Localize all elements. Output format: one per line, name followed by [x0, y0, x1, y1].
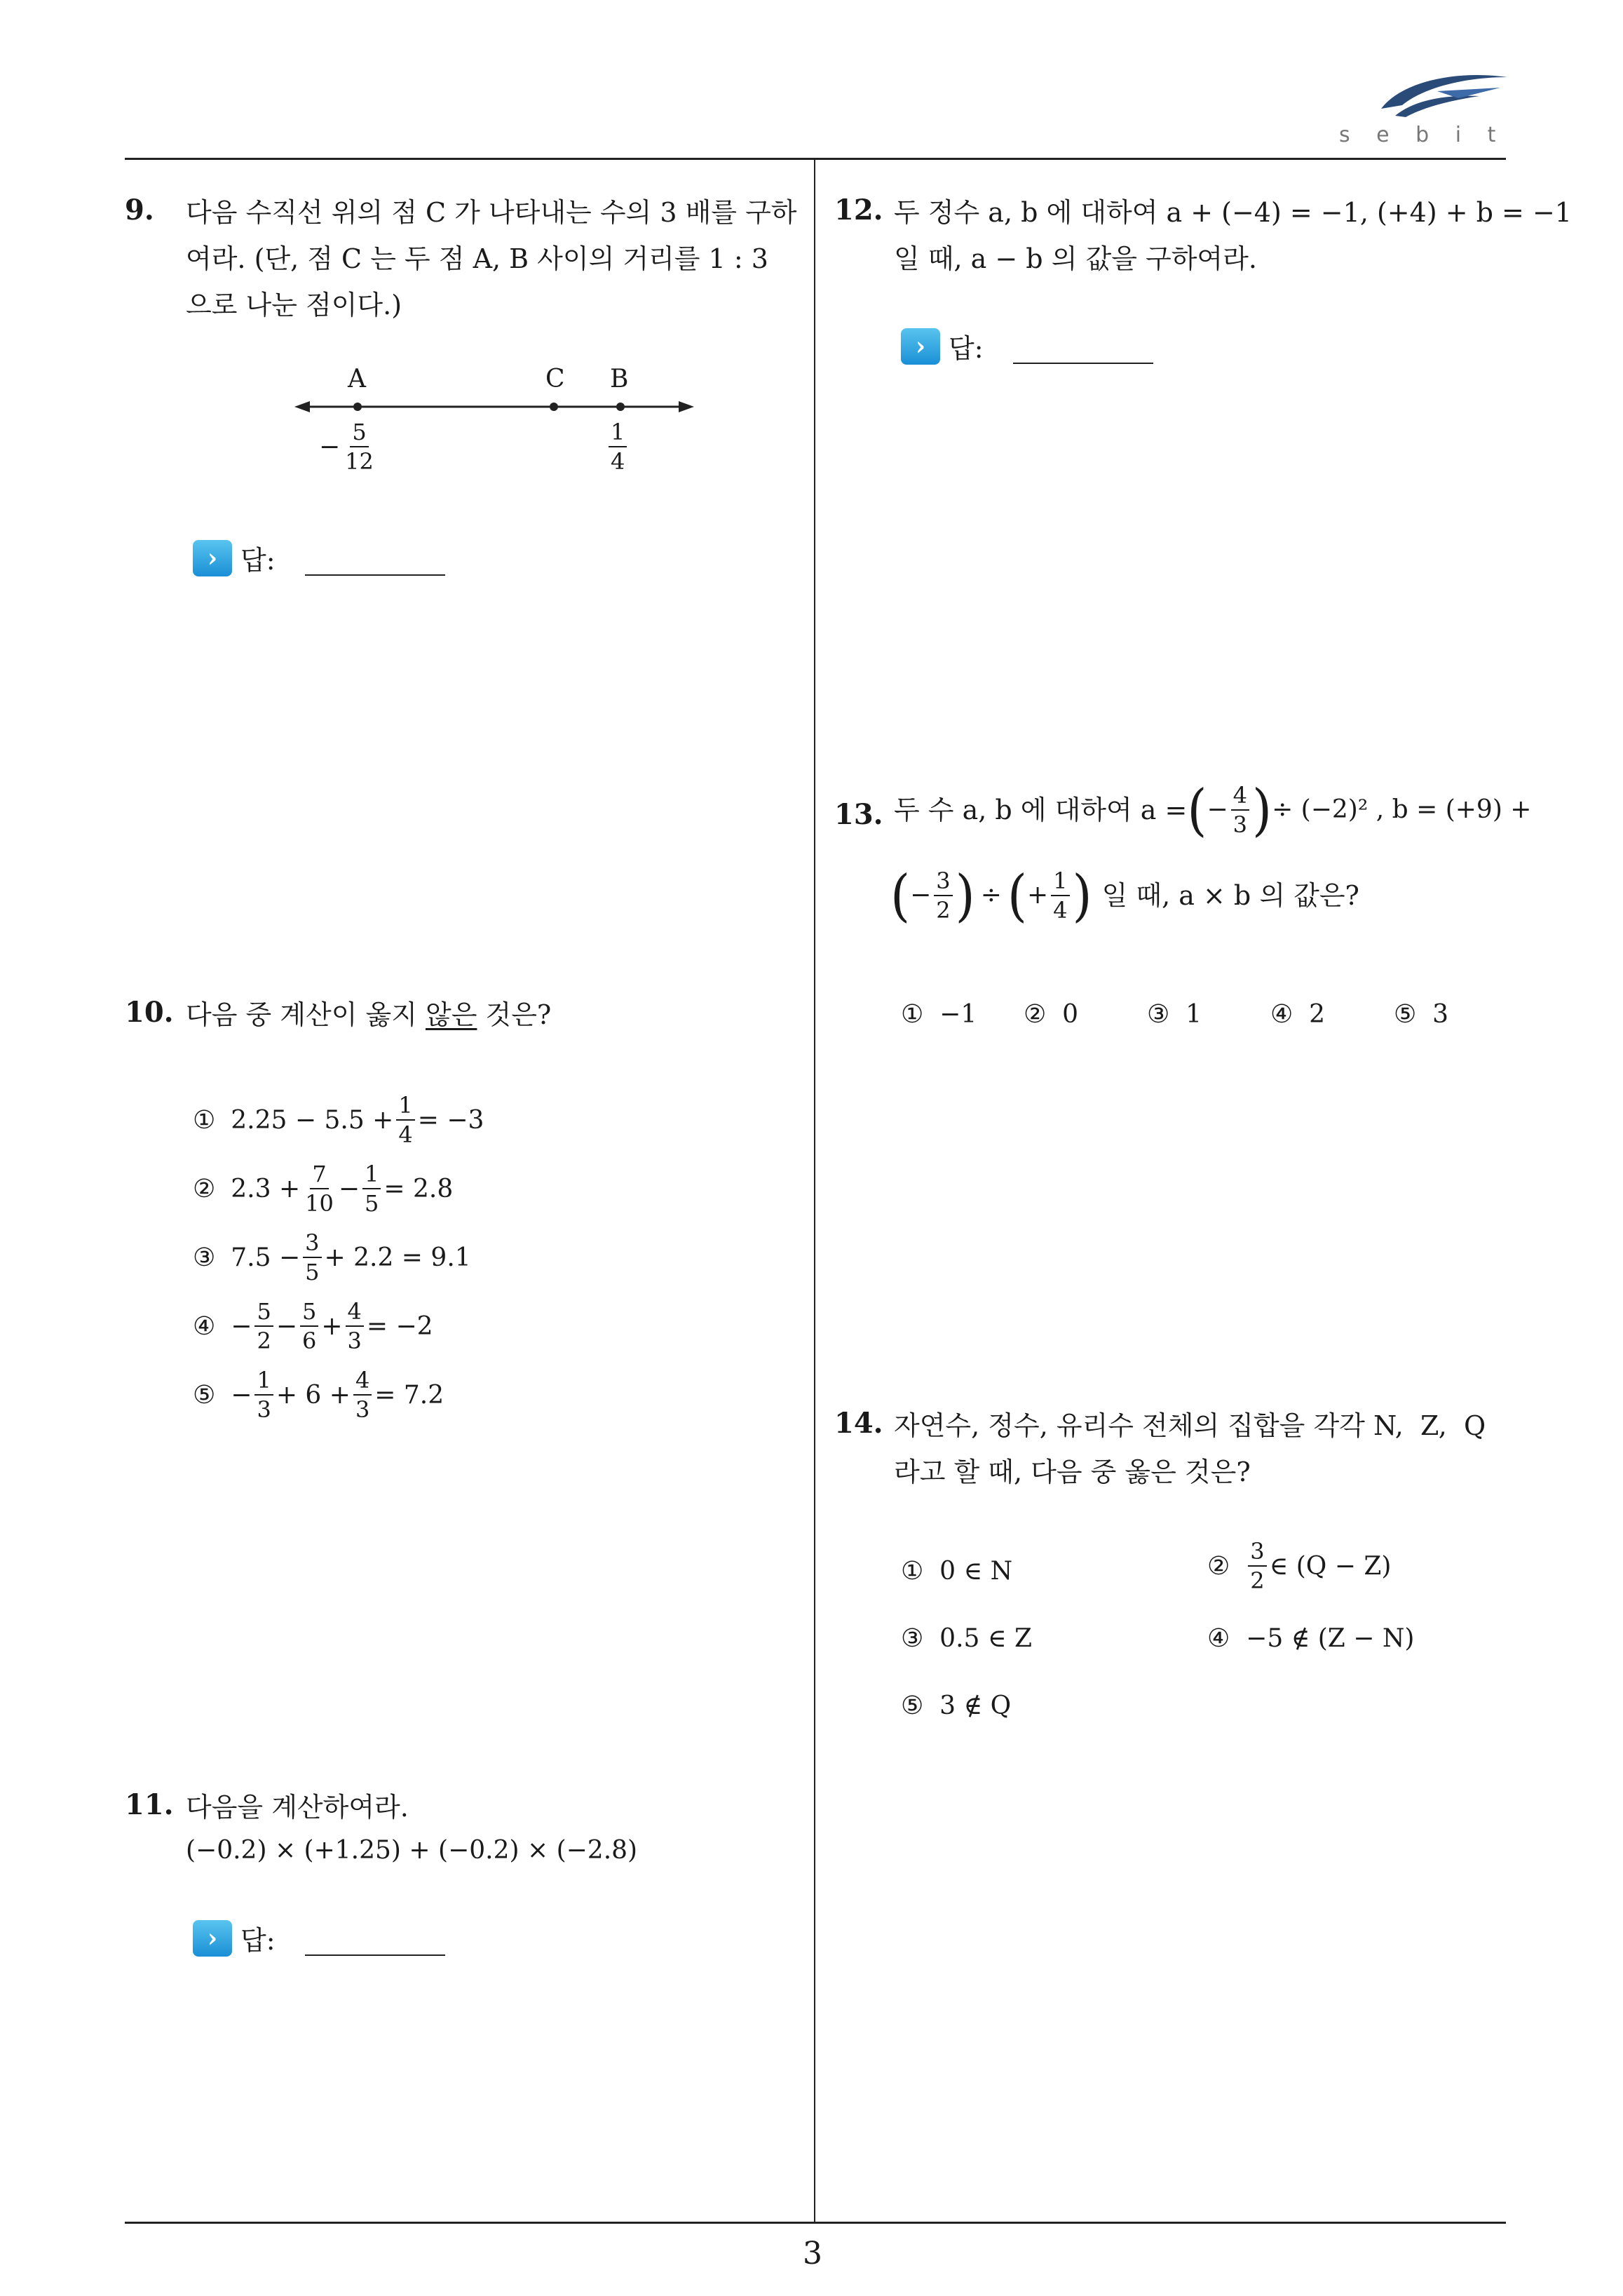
q13-option-2[interactable]: ② 0 [1024, 1000, 1079, 1029]
q10-option-5[interactable] [193, 1369, 444, 1421]
q12-answer-row[interactable] [901, 327, 1153, 365]
q10-option-1[interactable] [193, 1094, 484, 1146]
q13-line2-num1: 3 [934, 870, 952, 896]
q11-text: 다음을 계산하여라. [186, 1792, 409, 1823]
chevron-right-icon: › [193, 540, 232, 576]
column-divider [814, 160, 815, 2222]
q14-option-1[interactable]: ① 0 ∈ N [901, 1557, 1013, 1586]
q10-option-2-part1: 2.3 + [231, 1174, 301, 1203]
q9-answer-blank[interactable] [305, 574, 445, 576]
q9-answer-label: 답: [240, 545, 276, 576]
q9-value-a-sign: − [319, 432, 341, 461]
q14-option-2-den: 2 [1250, 1567, 1265, 1594]
q13-left-paren-1: ( [1187, 777, 1207, 843]
q10-option-3-mark: ③ [193, 1243, 216, 1272]
q13-line1-part1: 두 수 a, b 에 대하여 a = [894, 795, 1188, 825]
brand-text: s e b i t [1339, 123, 1506, 147]
q10-option-4-part2: = −2 [366, 1311, 433, 1341]
q13-option-3[interactable]: ③ 1 [1147, 1000, 1202, 1029]
q9-value-a [319, 421, 379, 473]
q13-line2-den1: 2 [936, 897, 951, 924]
chevron-right-icon: › [193, 1920, 232, 1957]
q14-number: 14. [834, 1407, 883, 1440]
q10-option-4-num2: 5 [300, 1300, 318, 1327]
q10-option-2-part2: = 2.8 [383, 1174, 454, 1203]
q13-option-1[interactable]: ① −1 [901, 1000, 977, 1029]
q12-answer-blank[interactable] [1013, 363, 1153, 364]
q10-option-2-den1: 10 [305, 1190, 334, 1217]
q14-option-2-num: 3 [1248, 1540, 1266, 1567]
q9-text-line2: 여라. (단, 점 C 는 두 점 A, B 사이의 거리를 1 : 3 [186, 243, 768, 274]
q13-line2-div: ÷ [980, 881, 1002, 910]
q13-line2-sign1: − [910, 881, 932, 910]
q10-option-2-num1: 7 [310, 1163, 328, 1189]
q14-option-2-mark: ② [1207, 1551, 1230, 1581]
q13-line1-num: 4 [1231, 784, 1249, 811]
q13-line1-part2: ÷ (−2)² , b = (+9) + [1272, 795, 1532, 824]
q13-right-paren-1: ) [1251, 777, 1272, 843]
q10-option-4-part1: − [231, 1311, 252, 1341]
q10-option-2-op: − [338, 1174, 360, 1203]
q10-option-3-den: 5 [305, 1259, 320, 1285]
q10-option-4-num1: 5 [254, 1300, 273, 1327]
q10-option-4-den3: 3 [347, 1328, 362, 1354]
q11-answer-row[interactable] [193, 1919, 445, 1957]
q10-option-1-part1: 2.25 − 5.5 + [231, 1105, 394, 1135]
q13-line2 [890, 863, 1359, 928]
q12-text-line2: 일 때, a − b 의 값을 구하여라. [894, 243, 1257, 274]
q10-option-5-num1: 1 [254, 1369, 273, 1396]
q9-value-a-num: 5 [350, 421, 368, 447]
q13-right-paren-2: ) [955, 863, 975, 928]
q10-option-4[interactable] [193, 1300, 433, 1352]
q14-option-3[interactable]: ③ 0.5 ∈ Z [901, 1624, 1032, 1653]
q14-text-line2: 라고 할 때, 다음 중 옳은 것은? [894, 1457, 1251, 1487]
q13-left-paren-3: ( [1007, 863, 1027, 928]
q11-expression: (−0.2) × (+1.25) + (−0.2) × (−2.8) [186, 1836, 638, 1865]
footer-rule [125, 2222, 1506, 2224]
q13-left-paren-2: ( [890, 863, 911, 928]
header-rule [125, 158, 1506, 160]
sebit-logo [1339, 67, 1514, 151]
q11-answer-blank[interactable] [305, 1954, 445, 1956]
q14-option-2-tail: ∈ (Q − Z) [1269, 1551, 1392, 1581]
q10-option-5-den1: 3 [257, 1396, 271, 1423]
q12-number: 12. [834, 194, 883, 227]
q13-line2-tail: 일 때, a × b 의 값은? [1101, 880, 1359, 911]
q9-value-a-den: 12 [345, 448, 374, 475]
q10-option-4-den2: 6 [301, 1328, 317, 1354]
q14-option-5[interactable]: ⑤ 3 ∉ Q [901, 1691, 1012, 1720]
q9-text-line3: 으로 나눈 점이다.) [186, 290, 402, 320]
q10-option-3-part1: 7.5 − [231, 1243, 301, 1272]
logo-swoosh-icon [1374, 67, 1514, 123]
q10-option-5-part1: − [231, 1380, 252, 1410]
q10-option-1-den: 4 [398, 1121, 413, 1148]
q13-line2-num2: 1 [1051, 870, 1069, 896]
q10-option-1-num: 1 [396, 1094, 414, 1121]
q10-option-3-num: 3 [303, 1231, 321, 1258]
q10-number: 10. [125, 996, 174, 1029]
page-number: 3 [803, 2236, 822, 2271]
q9-value-b [606, 421, 630, 473]
q10-text-underlined: 않은 [425, 999, 477, 1030]
q13-option-5[interactable]: ⑤ 3 [1394, 1000, 1449, 1029]
q9-value-b-den: 4 [611, 448, 625, 475]
q10-text-before: 다음 중 계산이 옳지 [186, 999, 426, 1030]
q9-label-b: B [610, 365, 629, 393]
q13-line1-sign: − [1207, 795, 1228, 824]
q13-line1-den: 3 [1232, 811, 1247, 838]
q10-option-3-part2: + 2.2 = 9.1 [324, 1243, 471, 1272]
q10-option-4-op2: + [321, 1311, 343, 1341]
q10-option-4-num3: 4 [346, 1300, 364, 1327]
q10-option-5-part2: = 7.2 [374, 1380, 444, 1410]
q10-text-after: 것은? [477, 999, 552, 1030]
q13-line2-den2: 4 [1053, 897, 1068, 924]
q9-label-c: C [545, 365, 565, 393]
q14-option-4[interactable]: ④ −5 ∉ (Z − N) [1207, 1624, 1415, 1653]
q10-option-2-num2: 1 [362, 1163, 381, 1189]
q13-option-4[interactable]: ④ 2 [1270, 1000, 1326, 1029]
q9-text-line1: 다음 수직선 위의 점 C 가 나타내는 수의 3 배를 구하 [186, 197, 797, 228]
q10-option-2-mark: ② [193, 1174, 216, 1203]
q11-answer-label: 답: [240, 1925, 276, 1956]
q13-number: 13. [834, 798, 883, 831]
q9-answer-row[interactable] [193, 539, 445, 577]
q10-option-1-mark: ① [193, 1105, 216, 1135]
q10-option-3[interactable] [193, 1231, 471, 1283]
q14-option-2[interactable] [1207, 1540, 1391, 1592]
q13-line2-sign2: + [1026, 881, 1049, 910]
q10-option-4-mark: ④ [193, 1311, 216, 1341]
q12-text-line1: 두 정수 a, b 에 대하여 a + (−4) = −1, (+4) + b = −1 [894, 197, 1572, 228]
q10-option-2-den2: 5 [365, 1190, 379, 1217]
q9-value-b-num: 1 [609, 421, 627, 447]
q10-option-5-num2: 4 [353, 1369, 372, 1396]
q9-number: 9. [125, 194, 154, 227]
q9-label-a: A [348, 365, 366, 393]
q10-option-4-den1: 2 [257, 1328, 271, 1354]
q10-option-5-den2: 3 [355, 1396, 370, 1423]
q10-option-2[interactable] [193, 1163, 453, 1215]
q10-option-5-mark: ⑤ [193, 1380, 216, 1410]
q11-number: 11. [125, 1788, 174, 1821]
q10-option-1-part2: = −3 [417, 1105, 484, 1135]
chevron-right-icon: › [901, 328, 940, 365]
q10-text [186, 992, 551, 1038]
q14-text-line1: 자연수, 정수, 유리수 전체의 집합을 각각 N, Z, Q [894, 1410, 1486, 1441]
q13-line1 [894, 777, 1532, 843]
q9-number-line [294, 393, 694, 421]
q12-answer-label: 답: [949, 333, 984, 364]
q10-option-5-op: + 6 + [276, 1380, 351, 1410]
q10-option-4-op1: − [276, 1311, 297, 1341]
q13-right-paren-3: ) [1072, 863, 1092, 928]
